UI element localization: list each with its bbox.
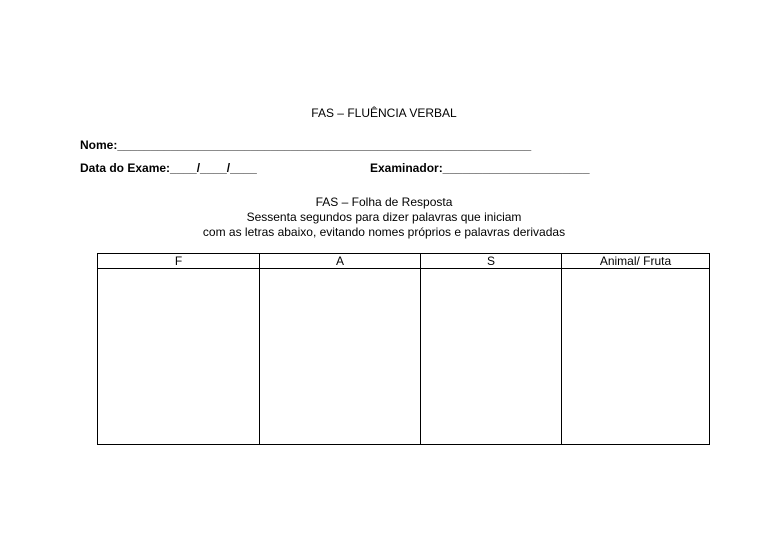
answer-cell-f[interactable] — [98, 269, 260, 445]
column-header-a: A — [260, 254, 421, 269]
exam-date-field: Data do Exame:____/____/____ — [80, 161, 257, 175]
column-header-animal-fruta: Animal/ Fruta — [562, 254, 710, 269]
instructions-heading: FAS – Folha de Resposta — [315, 195, 453, 209]
instructions-block — [0, 195, 768, 240]
answer-cell-animal-fruta[interactable] — [562, 269, 710, 445]
instructions-line-1: Sessenta segundos para dizer palavras que iniciam — [246, 210, 522, 224]
column-header-s: S — [421, 254, 562, 269]
instructions-line-2: com as letras abaixo, evitando nomes próprios e palavras derivadas — [202, 225, 566, 239]
name-field: Nome:______________________________________________________________ — [80, 138, 532, 152]
answer-table-row — [98, 269, 710, 445]
document-title: FAS – FLUÊNCIA VERBAL — [311, 106, 457, 120]
answer-cell-s[interactable] — [421, 269, 562, 445]
answer-table — [97, 253, 710, 445]
answer-table-header-row — [98, 254, 710, 269]
examiner-field: Examinador:______________________ — [370, 161, 590, 175]
column-header-f: F — [98, 254, 260, 269]
answer-cell-a[interactable] — [260, 269, 421, 445]
